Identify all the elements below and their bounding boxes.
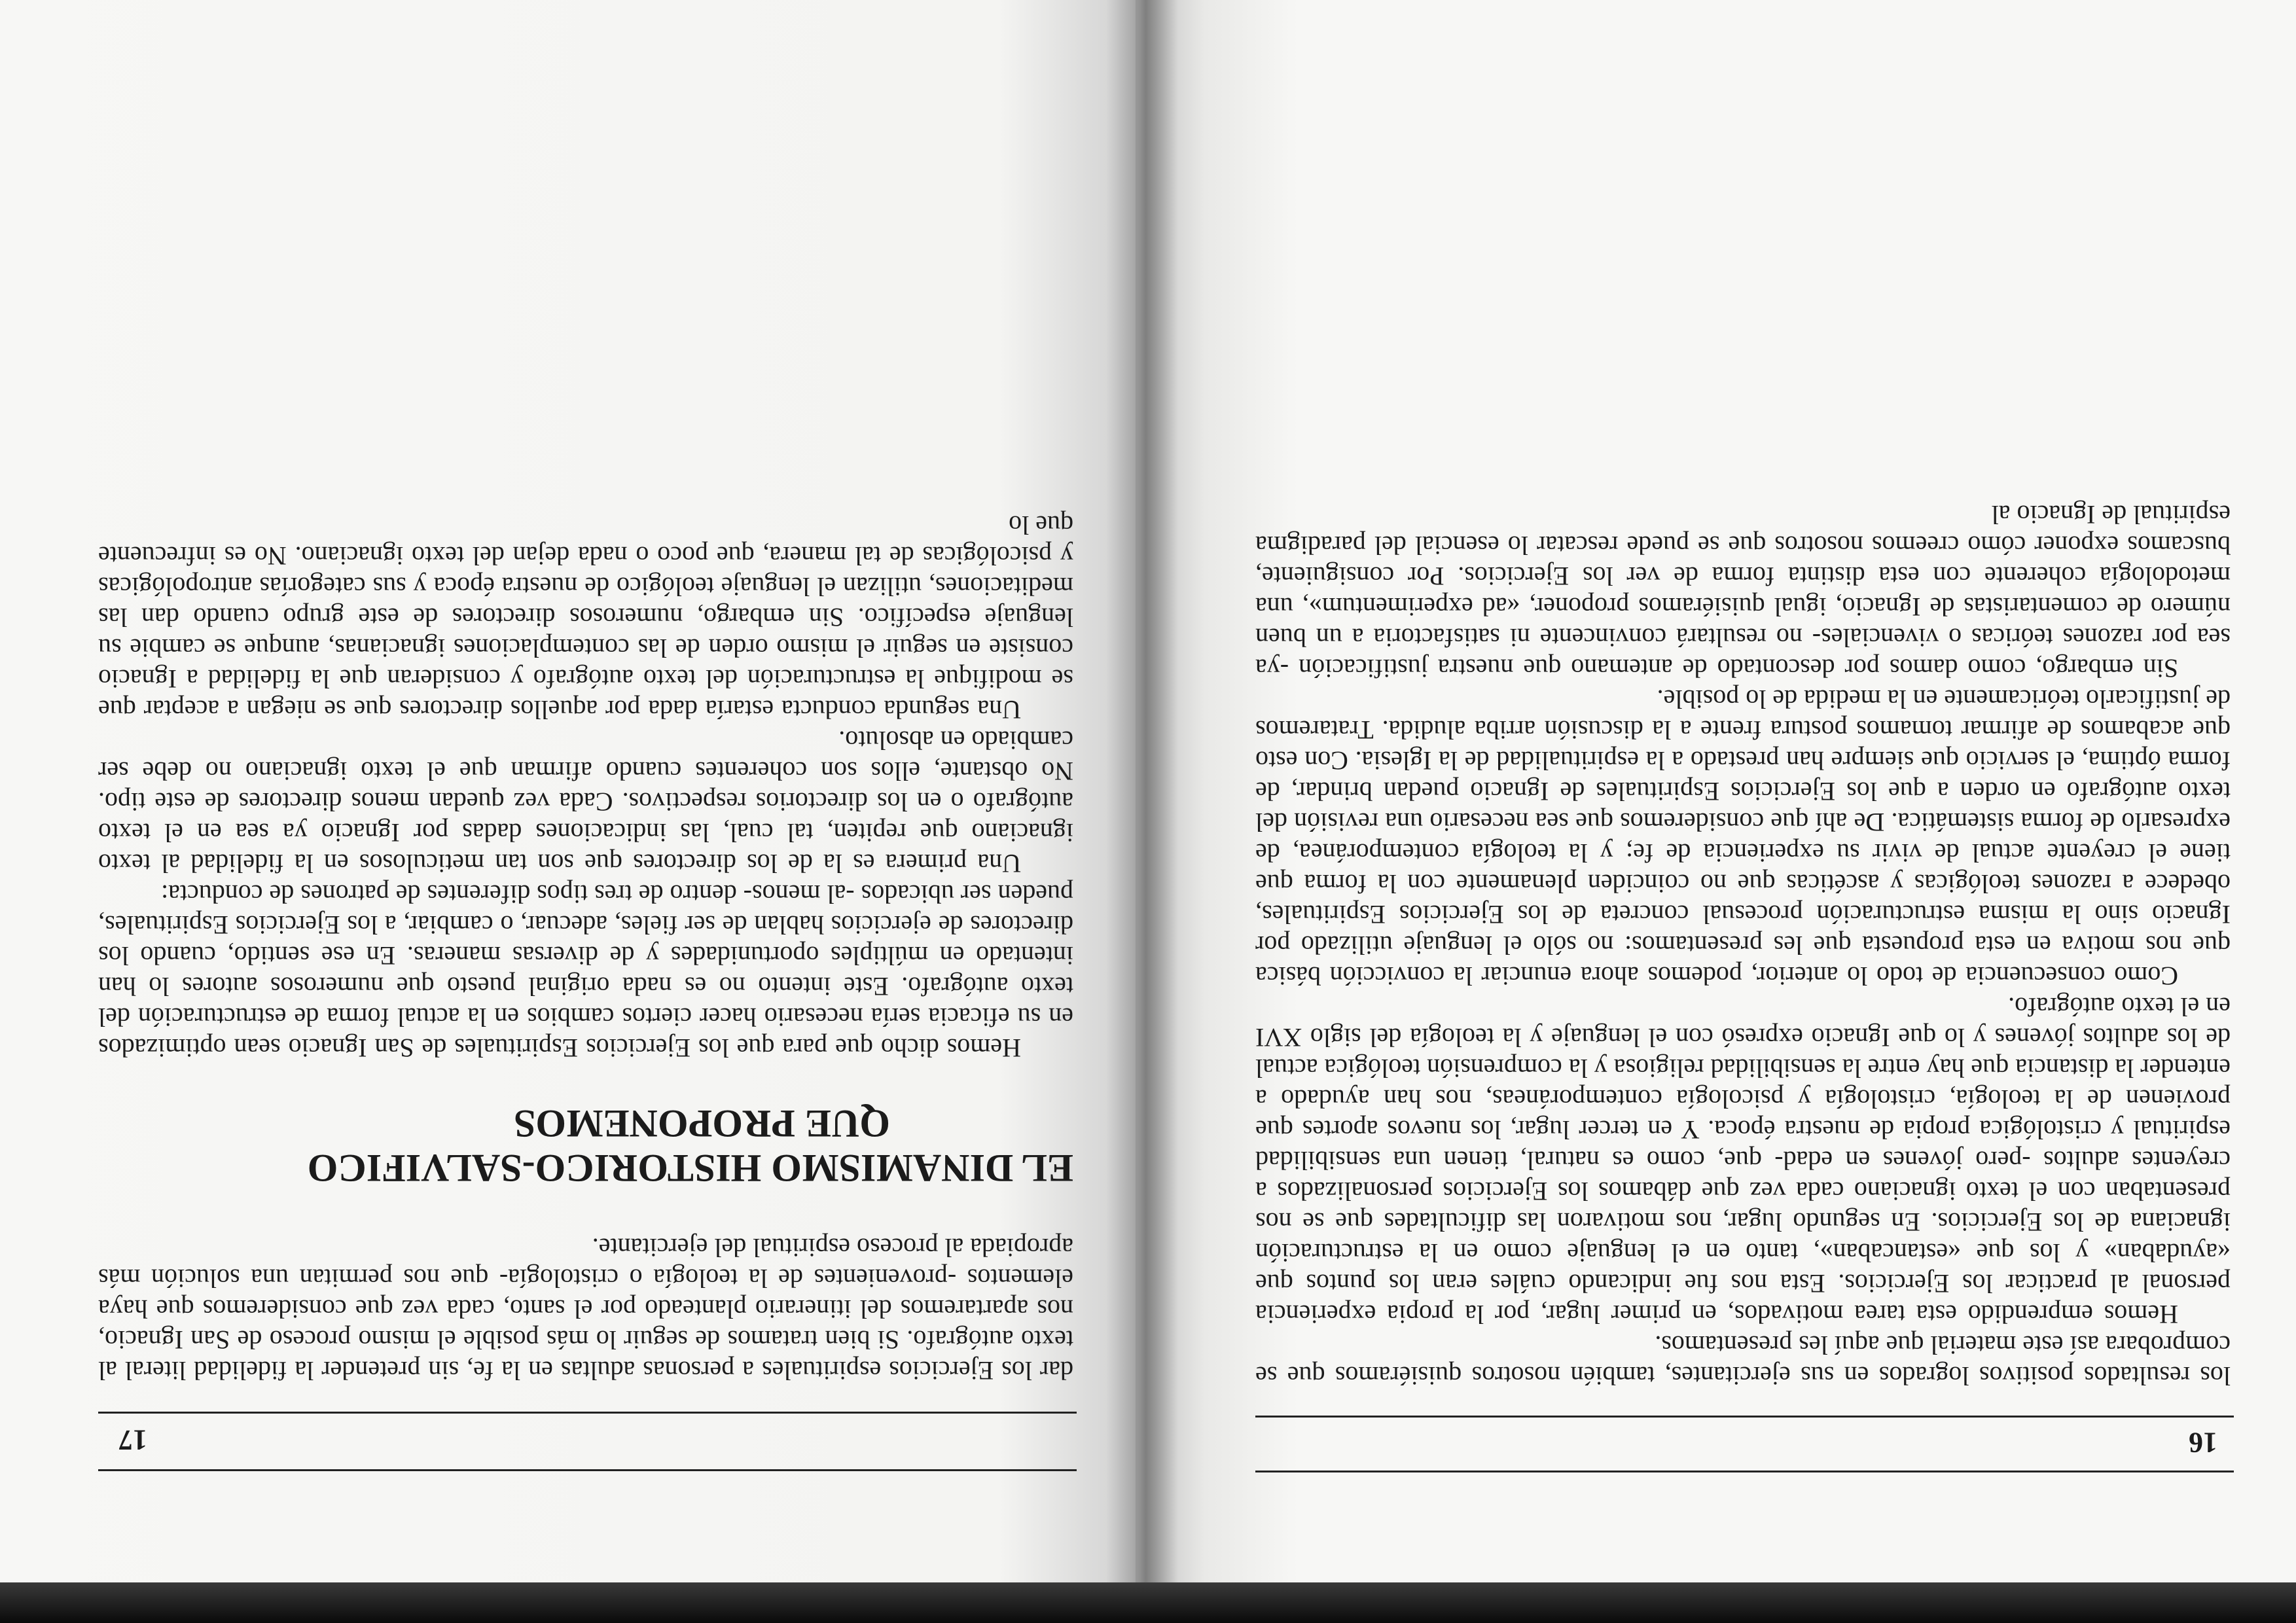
section-heading [98,1101,1073,1190]
paragraph: los resultados positivos logrados en sus ejercitantes, también nosotros quisiéramos que se comprobara así este material que aquí les presentamos. [1255,1330,2231,1391]
page-17 [0,0,1136,1582]
paragraph: Hemos dicho que para que los Ejercicios Espirituales de San Ignacio sean optimizados en su eficacia sería necesario hacer ciertos cambios en la actual forma de estructuración del texto autógrafo. Este intento no es nada original puesto que numerosos autores lo han intentado en múltiples oportunidades y de diversas maneras. En ese sentido, cuando los directores de ejercicios hablan de ser fieles, adecuar, o cambiar, a los Ejercicios Espirituales, pueden ser ubicados -al menos- dentro de tres tipos diferentes de patrones de conducta: [98,880,1073,1063]
page-number: 17 [118,1424,147,1456]
header-rule-top [98,1469,1077,1471]
page-17-body [98,510,1073,1386]
header-rule-top [1255,1471,2234,1472]
page-16-content [1136,0,2296,1582]
header-rule-bottom [98,1412,1077,1414]
paragraph: Una primera es la de los directores que son tan meticulosos en la fidelidad al texto ignaciano que repiten, tal cual, las indicaciones dadas por Ignacio ya sea en el texto autógrafo o en los directorios respectivos. Cada vez quedan menos directores de este tipo. No obstante, ellos son coherentes cuando afirman que el texto ignaciano no debe ser cambiado en absoluto. [98,726,1073,878]
book-gutter-shadow [1106,0,1178,1582]
paragraph: Sin embargo, como damos por descontado de antemano que nuestra justificación -ya sea por razones teóricas o vivenciales- no resultará convincente ni satisfactoria a un buen número de comentaristas de Ignacio, igual quisiéramos proponer, «ad experimentum», una metodología coherente con esta distinta forma de ver los Ejercicios. Por consiguiente, buscamos exponer cómo creemos nosotros que se puede rescatar lo esencial del paradigma espiritual de Ignacio al [1255,500,2231,683]
heading-line-1: EL DINAMISMO HISTORICO-SALVIFICO [307,1147,1073,1190]
paragraph: Hemos emprendido esta tarea motivados, en primer lugar, por la propia experiencia personal al practicar los Ejercicios. Esta nos fue indicando cuáles eran los puntos que «ayudaban» y los que «estancaban», tanto en el lenguaje como en la estructuración ignaciana de los Ejercicios. En segundo lugar, nos motivaron las dificultades que se nos presentaban con el texto ignaciano cada vez que dábamos los Ejercicios personalizados a creyentes adultos -pero jóvenes en edad- que, como es natural, tienen una sensibilidad espiritual y cristológica propia de nuestra época. Y en tercer lugar, los nuevos aportes que provienen de la teología, cristología y psicología contemporáneas, nos han ayudado a entender la distancia que hay entre la sensibilidad religiosa y la comprensión teológica actual de los adultos jóvenes y lo que Ignacio expresó con el lenguaje y la teología del siglo XVI en el texto autógrafo. [1255,992,2231,1329]
page-16 [1136,0,2296,1582]
heading-line-2: QUE PROPONEMOS [513,1102,890,1145]
intro-paragraph: dar los Ejercicios espirituales a personas adultas en la fe, sin pretender la fidelidad literal al texto autógrafo. Si bien tratamos de seguir lo más posible el mismo proceso de San Ignacio, nos apartaremos del itinerario planteado por el santo, cada vez que consideremos que haya elementos -provenientes de la teología o cristología- que nos permitan una solución más apropiada al proceso espiritual del ejercitante. [98,1233,1073,1385]
page-number: 16 [2189,1427,2217,1459]
paragraph: Una segunda conducta estaría dada por aquellos directores que se niegan a aceptar que se modifique la estructuración del texto autógrafo y consideran que la fidelidad a Ignacio consiste en seguir el mismo orden de las contemplaciones ignacianas, aunque se cambie su lenguaje específico. Sin embargo, numerosos directores de este grupo cuando dan las meditaciones, utilizan el lenguaje teológico de nuestra época y sus categorías antropológicas y psicológicas de tal manera, que poco o nada dejan del texto ignaciano. No es infrecuente que lo [98,510,1073,724]
header-rule-bottom [1255,1416,2234,1418]
page-16-body [1255,499,2231,1391]
page-17-content [0,0,1136,1582]
scanner-edge [0,1582,2296,1623]
paragraph: Como consecuencia de todo lo anterior, podemos ahora enunciar la convicción básica que nos motiva en esta propuesta que les presentamos: no sólo el lenguaje utilizado por Ignacio sino la misma estructuración procesual concreta de los Ejercicios Espirituales, obedece a razones teológicas y ascéticas que no coinciden plenamente con la forma que tiene el creyente actual de vivir su experiencia de fe; y la teología contemporánea, de expresarlo de forma sistemática. De ahí que consideremos que sea necesario una revisión del texto autógrafo en orden a que los Ejercicios Espirituales de Ignacio puedan brindar, de forma óptima, el servicio que siempre han prestado a la espiritualidad de la Iglesia. Con esto que acabamos de afirmar tomamos postura frente a la discusión arriba aludida. Trataremos de justificarlo teóricamente en la medida de lo posible. [1255,685,2231,991]
